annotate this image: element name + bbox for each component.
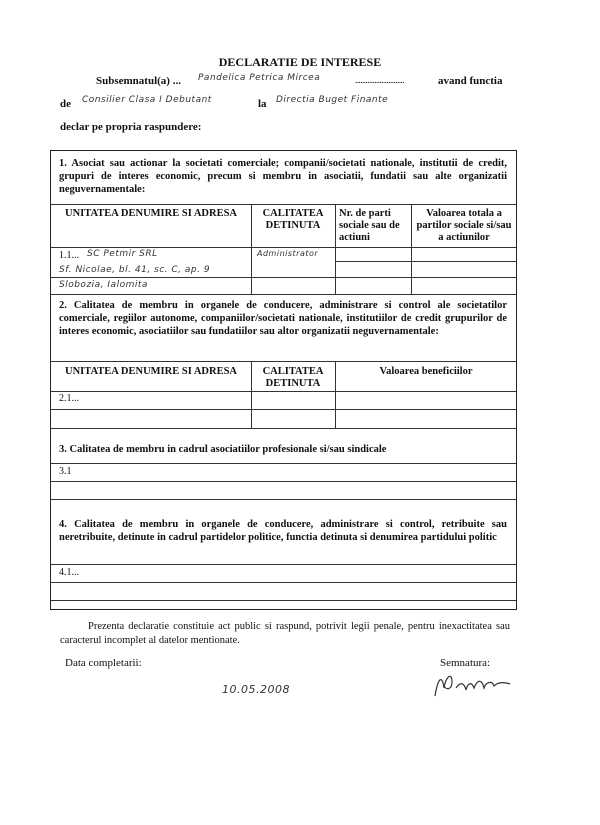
de-value: Consilier Clasa I Debutant [82,95,212,105]
divider [51,499,516,500]
divider [51,409,516,410]
divider [411,204,412,294]
date-value: 10.05.2008 [222,683,290,696]
s1-row-calitatea: Administrator [257,249,319,258]
s1-row-city: Slobozia, Ialomita [59,280,148,290]
declaration-form [50,150,517,610]
divider [51,391,516,392]
divider [51,481,516,482]
divider [51,294,516,295]
s2-header-unitatea: UNITATEA DENUMIRE SI ADRESA [64,366,238,377]
s1-header-calitatea: CALITATEA DETINUTA [262,208,324,231]
s1-header-nr-parti: Nr. de parti sociale sau de actiuni [339,208,400,243]
subsemnatul-dots: ............................ [355,75,404,85]
subsemnatul-value: Pandelica Petrica Mircea [198,73,321,83]
s4-row-prefix: 4.1... [59,567,79,578]
s1-row-company: SC Petmir SRL [87,249,158,259]
divider [51,600,516,601]
s1-header-unitatea: UNITATEA DENUMIRE SI ADRESA [64,208,238,219]
divider [251,361,252,428]
section-1-text: 1. Asociat sau actionar la societati comerciale; companii/societati nationale, institutii de credit, grupuri de interes economic, precum si membru in asociatii, fundatii sau alte organizatii neguvernamentale: [59,158,507,195]
s2-header-valoarea: Valoarea beneficiilor [379,366,473,377]
divider [251,204,252,294]
public-act-statement: Prezenta declaratie constituie act public si raspund, potrivit legii penale, pentru inexactitatea sau caracterul incomplet al datelor mentionate. [60,621,510,646]
divider [335,204,336,294]
subsemnatul-label: Subsemnatul(a) ... [96,75,181,87]
date-label: Data completarii: [65,657,142,669]
divider [51,247,516,248]
divider [51,582,516,583]
de-label: de [60,98,71,110]
section-3-text: 3. Calitatea de membru in cadrul asociatiilor profesionale si/sau sindicale [59,444,387,455]
section-2-text: 2. Calitatea de membru in organele de conducere, administrare si control ale societatilor comerciale, regiilor autonome, companiilor/societati nationale, institutiilor de credit grupurilor de interes economic, asociatiilor sau fundatiilor sau altor organizatii neguvernamentale: [59,300,507,337]
divider [51,277,516,278]
la-value: Directia Buget Finante [276,95,389,105]
s2-header-calitatea: CALITATEA DETINUTA [262,366,324,389]
divider [51,361,516,362]
page-title: DECLARATIE DE INTERESE [218,55,382,69]
functia-label: avand functia [438,75,503,87]
s1-row-prefix: 1.1... [59,250,79,261]
s2-row-prefix: 2.1... [59,393,79,404]
la-label: la [258,98,267,110]
s1-header-valoarea: Valoarea totala a partilor sociale si/sau a actiunilor [416,208,512,243]
signature-mark [430,668,520,702]
signature-label: Semnatura: [440,657,491,669]
divider [335,261,516,262]
divider [51,463,516,464]
divider [51,564,516,565]
divider [51,428,516,429]
divider [335,361,336,428]
section-4-text: 4. Calitatea de membru in organele de conducere, administrare si control, retribuite sau neretribuite, detinute in cadrul partidelor politice, functia detinuta si denumirea partidului politic [59,519,507,543]
s3-row-prefix: 3.1 [59,466,72,477]
declar-text: declar pe propria raspundere: [60,121,202,133]
s1-row-address: Sf. Nicolae, bl. 41, sc. C, ap. 9 [59,265,211,275]
divider [51,204,516,205]
